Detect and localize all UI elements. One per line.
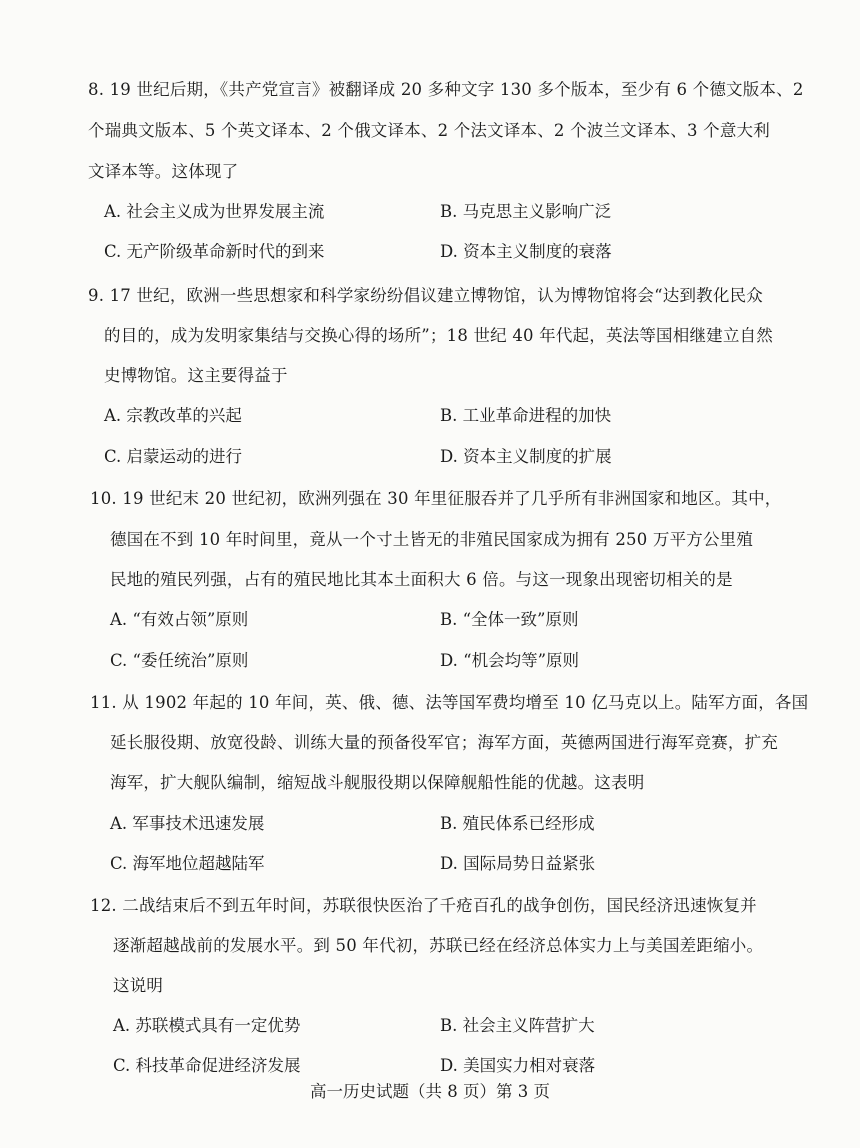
question-text-line: 10. 19 世纪末 20 世纪初，欧洲列强在 30 年里征服吞并了几乎所有非洲国家和地区。其中，: [90, 489, 782, 508]
option-d: D. 资本主义制度的扩展: [440, 447, 612, 466]
option-d: D. 美国实力相对衰落: [440, 1056, 596, 1075]
option-c: C. “委任统治”原则: [110, 651, 249, 670]
option-c: C. 启蒙运动的进行: [104, 447, 243, 466]
question-text-line: 8. 19 世纪后期，《共产党宣言》被翻译成 20 多种文字 130 多个版本，至少有 6 个德文版本、2: [88, 80, 804, 99]
question-text-line: 个瑞典文版本、5 个英文译本、2 个俄文译本、2 个法文译本、2 个波兰文译本、3 个意大利: [88, 121, 770, 140]
option-a: A. 苏联模式具有一定优势: [113, 1016, 301, 1035]
question-text-line: 史博物馆。这主要得益于: [104, 366, 288, 385]
option-a: A. 宗教改革的兴起: [104, 406, 242, 425]
question-text-line: 海军，扩大舰队编制，缩短战斗舰服役期以保障舰船性能的优越。这表明: [110, 773, 645, 792]
option-c: C. 无产阶级革命新时代的到来: [104, 242, 325, 261]
question-text-line: 民地的殖民列强，占有的殖民地比其本土面积大 6 倍。与这一现象出现密切相关的是: [110, 570, 733, 589]
option-a: A. “有效占领”原则: [110, 610, 249, 629]
question-text-line: 逐渐超越战前的发展水平。到 50 年代初，苏联已经在经济总体实力上与美国差距缩小。: [113, 936, 764, 955]
option-a: A. 军事技术迅速发展: [110, 814, 265, 833]
option-b: B. 社会主义阵营扩大: [440, 1016, 595, 1035]
question-text-line: 德国在不到 10 年时间里，竟从一个寸土皆无的非殖民国家成为拥有 250 万平方公里殖: [110, 530, 754, 549]
option-d: D. 资本主义制度的衰落: [440, 242, 612, 261]
question-text-line: 的目的，成为发明家集结与交换心得的场所”；18 世纪 40 年代起，英法等国相继建立自然: [104, 326, 773, 345]
option-b: B. 马克思主义影响广泛: [440, 202, 612, 221]
page-footer: 高一历史试题（共 8 页）第 3 页: [310, 1082, 550, 1101]
option-a: A. 社会主义成为世界发展主流: [104, 202, 325, 221]
question-text-line: 延长服役期、放宽役龄、训练大量的预备役军官；海军方面，英德两国进行海军竞赛，扩充: [110, 733, 778, 752]
question-text-line: 11. 从 1902 年起的 10 年间，英、俄、德、法等国军费均增至 10 亿马克以上。陆军方面，各国: [90, 693, 809, 712]
option-d: D. “机会均等”原则: [440, 651, 580, 670]
option-b: B. 殖民体系已经形成: [440, 814, 595, 833]
question-text-line: 这说明: [113, 976, 164, 995]
question-text-line: 文译本等。这体现了: [88, 162, 239, 181]
question-text-line: 12. 二战结束后不到五年时间，苏联很快医治了千疮百孔的战争创伤，国民经济迅速恢复并: [90, 896, 757, 915]
question-text-line: 9. 17 世纪，欧洲一些思想家和科学家纷纷倡议建立博物馆，认为博物馆将会“达到教化民众: [88, 286, 763, 305]
option-c: C. 海军地位超越陆军: [110, 854, 265, 873]
option-b: B. 工业革命进程的加快: [440, 406, 612, 425]
option-b: B. “全体一致”原则: [440, 610, 579, 629]
option-c: C. 科技革命促进经济发展: [113, 1056, 301, 1075]
option-d: D. 国际局势日益紧张: [440, 854, 596, 873]
